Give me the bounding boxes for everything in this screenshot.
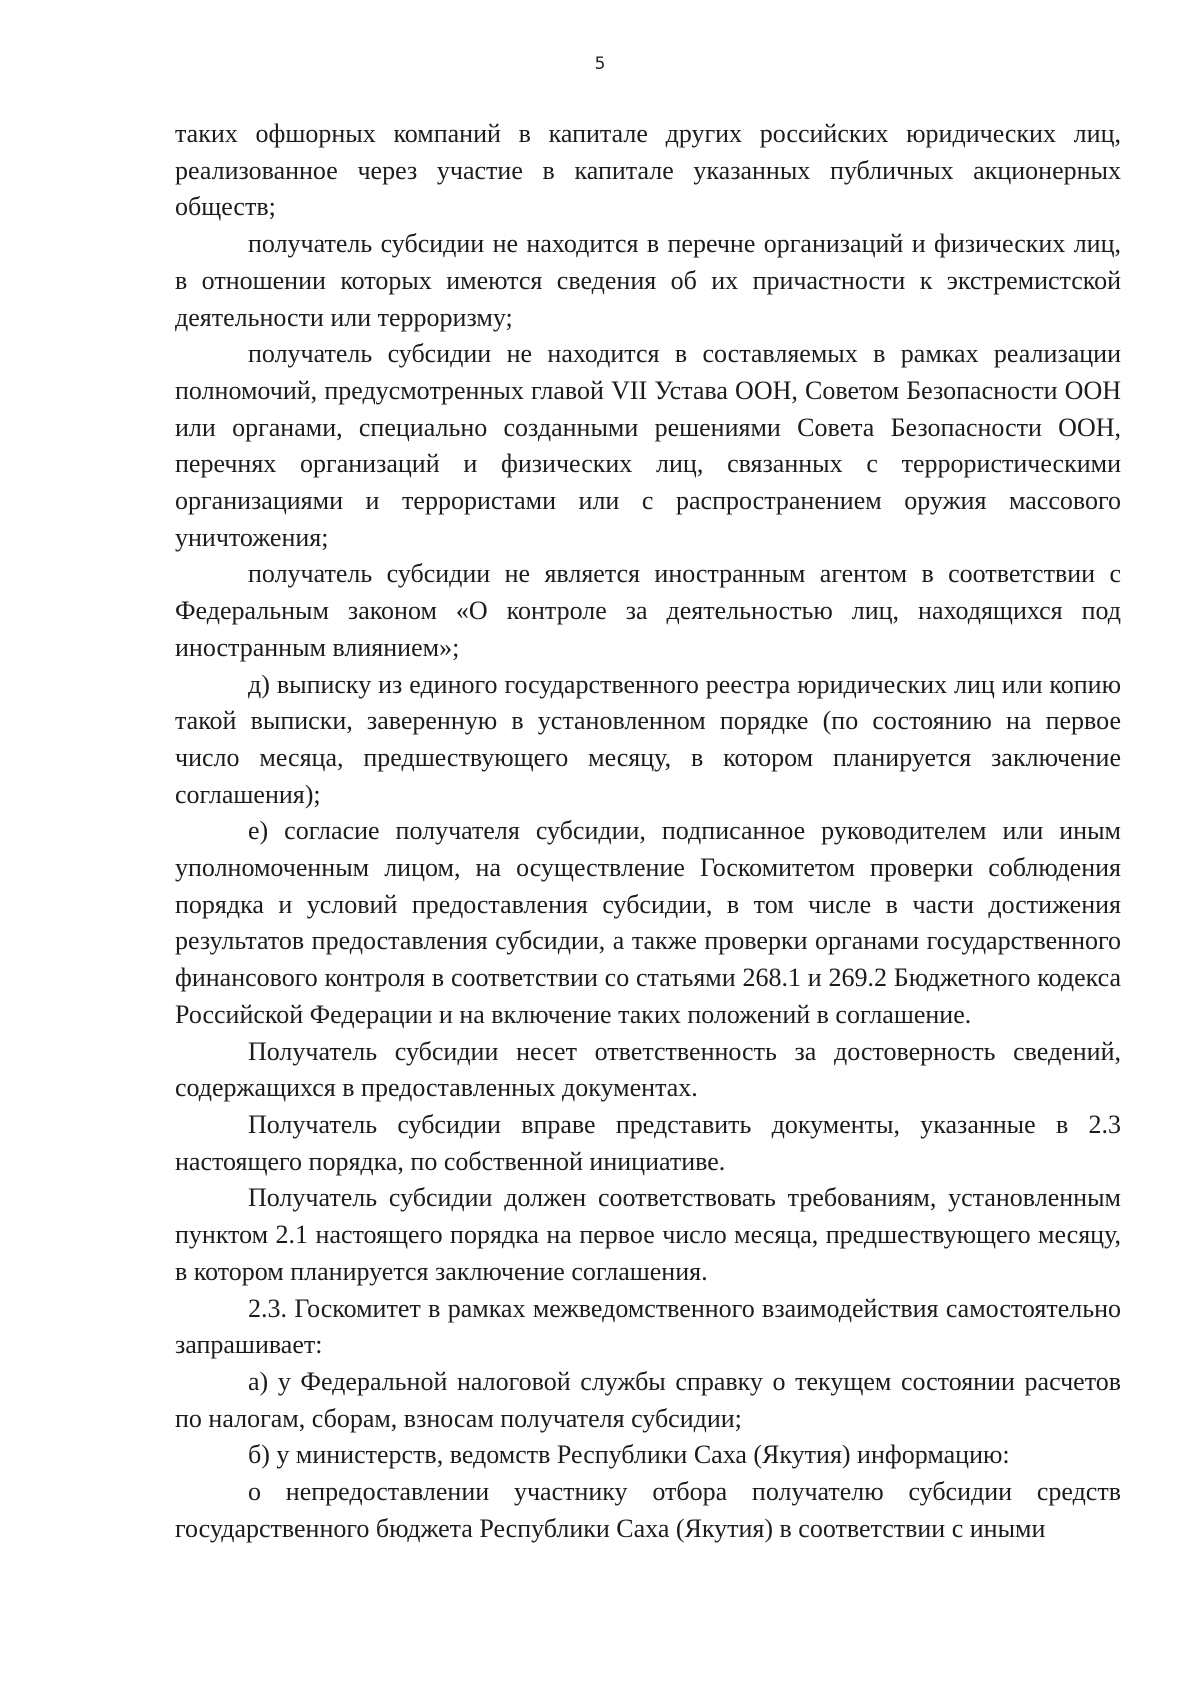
paragraph-item-e: е) согласие получателя субсидии, подписанное руководителем или иным уполномоченным лицом, на осуществление Госкомитетом проверки соблюдения порядка и условий предоставления субсидии, в том числе в части достижения результатов предоставления субсидии, а также проверки органами государственного финансового контроля в соответствии со статьями 268.1 и 269.2 Бюджетного кодекса Российской Федерации и на включение таких положений в соглашение. [175, 816, 1121, 1029]
paragraph-requirements: Получатель субсидии должен соответствовать требованиям, установленным пунктом 2.1 настоящего порядка на первое число месяца, предшествующего месяцу, в котором планируется заключение соглашения. [175, 1183, 1121, 1286]
paragraph-own-initiative: Получатель субсидии вправе представить документы, указанные в 2.3 настоящего порядка, по собственной инициативе. [175, 1109, 1121, 1176]
paragraph-non-provision: о непредоставлении участнику отбора получателю субсидии средств государственного бюджета Республики Саха (Якутия) в соответствии с иными [175, 1477, 1121, 1543]
paragraph-responsibility: Получатель субсидии несет ответственность за достоверность сведений, содержащихся в предоставленных документах. [175, 1036, 1121, 1103]
paragraph-item-a: а) у Федеральной налоговой службы справку о текущем состоянии расчетов по налогам, сборам, взносам получателя субсидии; [175, 1366, 1121, 1433]
paragraph-un-list: получатель субсидии не находится в составляемых в рамках реализации полномочий, предусмотренных главой VII Устава ООН, Советом Безопасности ООН или органами, специально созданными решениями Совета Безопасности ООН, перечнях организаций и физических лиц, связанных с террористическими организациями и террористами или с распространением оружия массового уничтожения; [175, 339, 1121, 552]
paragraph-extremism-list: получатель субсидии не находится в перечне организаций и физических лиц, в отношении которых имеются сведения об их причастности к экстремистской деятельности или терроризму; [175, 229, 1121, 332]
paragraph-continuation: таких офшорных компаний в капитале других российских юридических лиц, реализованное через участие в капитале указанных публичных акционерных обществ; [175, 119, 1121, 222]
paragraph-foreign-agent: получатель субсидии не является иностранным агентом в соответствии с Федеральным законом «О контроле за деятельностью лиц, находящихся под иностранным влиянием»; [175, 559, 1121, 662]
paragraph-item-d: д) выписку из единого государственного реестра юридических лиц или копию такой выписки, заверенную в установленном порядке (по состоянию на первое число месяца, предшествующего месяцу, в котором планируется заключение соглашения); [175, 669, 1121, 809]
document-body [175, 116, 1121, 1547]
paragraph-item-b: б) у министерств, ведомств Республики Саха (Якутия) информацию: [248, 1440, 1010, 1470]
page-number: 5 [594, 54, 606, 74]
paragraph-section-2-3: 2.3. Госкомитет в рамках межведомственного взаимодействия самостоятельно запрашивает: [175, 1293, 1121, 1360]
